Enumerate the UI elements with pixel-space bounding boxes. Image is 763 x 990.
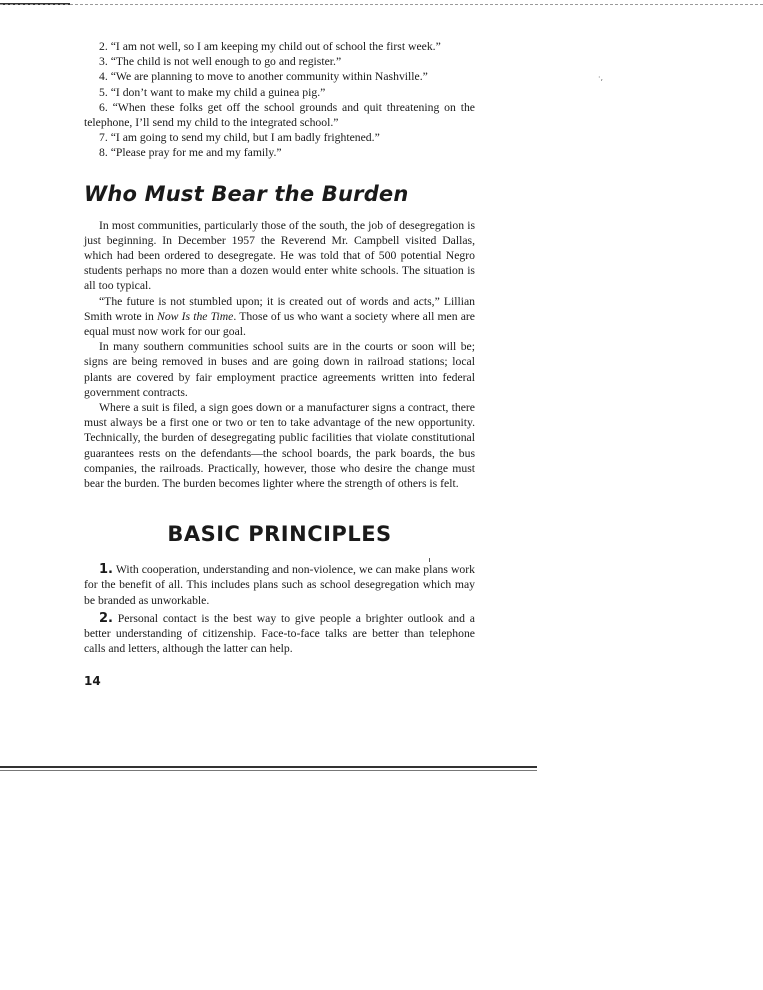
burden-paragraph-4: Where a suit is filed, a sign goes down or a manufacturer signs a contract, there must always be a first one or two or ten to take advantage of the new opportunity. Technically, the burden of desegregating public facilities that violate constitutional guarantees rests on the defendants—the school boards, the park boards, the bus companies, the railroads. Practically, however, those who desire the change must bear the burden. The burden becomes lighter where the strength of others is felt. [84, 401, 475, 491]
burden-paragraph-3: In many southern communities school suits are in the courts or soon will be; signs are being removed in buses and are going down in railroad stations; local plants are covered by fair employment practice agreements written into federal government contracts. [84, 340, 475, 399]
principle-number: 1. [99, 562, 113, 578]
scan-speck: ·, [598, 73, 604, 82]
burden-section [84, 218, 475, 492]
list-item: 8. “Please pray for me and my family.” [99, 146, 282, 160]
list-item: 4. “We are planning to move to another community within Nashville.” [99, 70, 428, 84]
principle-number: 2. [99, 610, 113, 626]
principle-item [84, 611, 475, 657]
principle-text: Personal contact is the best way to give people a brighter outlook and a better understanding of citizenship. Face-to-face talks are better than telephone calls and letters, although the latter can help. [84, 611, 475, 656]
quote-text: “The future is not stumbled upon; it is created out of words and acts,” Lillian Smith wrote in [84, 294, 475, 323]
principle-item [84, 562, 475, 608]
page-column [84, 39, 475, 689]
list-item: 2. “I am not well, so I am keeping my child out of school the first week.” [99, 40, 441, 53]
burden-paragraph-2 [84, 294, 475, 340]
section-heading-burden: Who Must Bear the Burden [84, 181, 409, 206]
list-item: 5. “I don’t want to make my child a guinea pig.” [99, 85, 326, 99]
principles-list [84, 562, 475, 656]
reasons-list [84, 39, 475, 161]
principle-text: With cooperation, understanding and non-violence, we can make plans work for the benefit of all. This includes plans such as school desegregation which may be branded as unworkable. [84, 563, 475, 607]
page-number: 14 [84, 673, 101, 688]
list-item: 6. “When these folks get off the school grounds and quit threatening on the telephone, I’ll send my child to the integrated school.” [84, 100, 475, 130]
list-item: 3. “The child is not well enough to go and register.” [99, 55, 342, 69]
burden-paragraph-1: In most communities, particularly those of the south, the job of desegregation is just beginning. In December 1957 the Reverend Mr. Campbell visited Dallas, which had been ordered to desegregate. He was told that of 500 potential Negro students perhaps no more than a dozen would enter white schools. The situation is all too typical. [84, 218, 475, 293]
quote-continuation: . Those of us who want a society where all men are equal must now work for our goal. [84, 309, 475, 339]
bottom-rule [0, 766, 537, 768]
section-heading-principles: BASIC PRINCIPLES [167, 522, 392, 547]
book-title: Now Is the Time [157, 309, 234, 323]
bottom-rule-thin [0, 770, 537, 771]
list-item: 7. “I am going to send my child, but I am badly frightened.” [99, 131, 380, 145]
top-dashed-rule [0, 4, 763, 5]
